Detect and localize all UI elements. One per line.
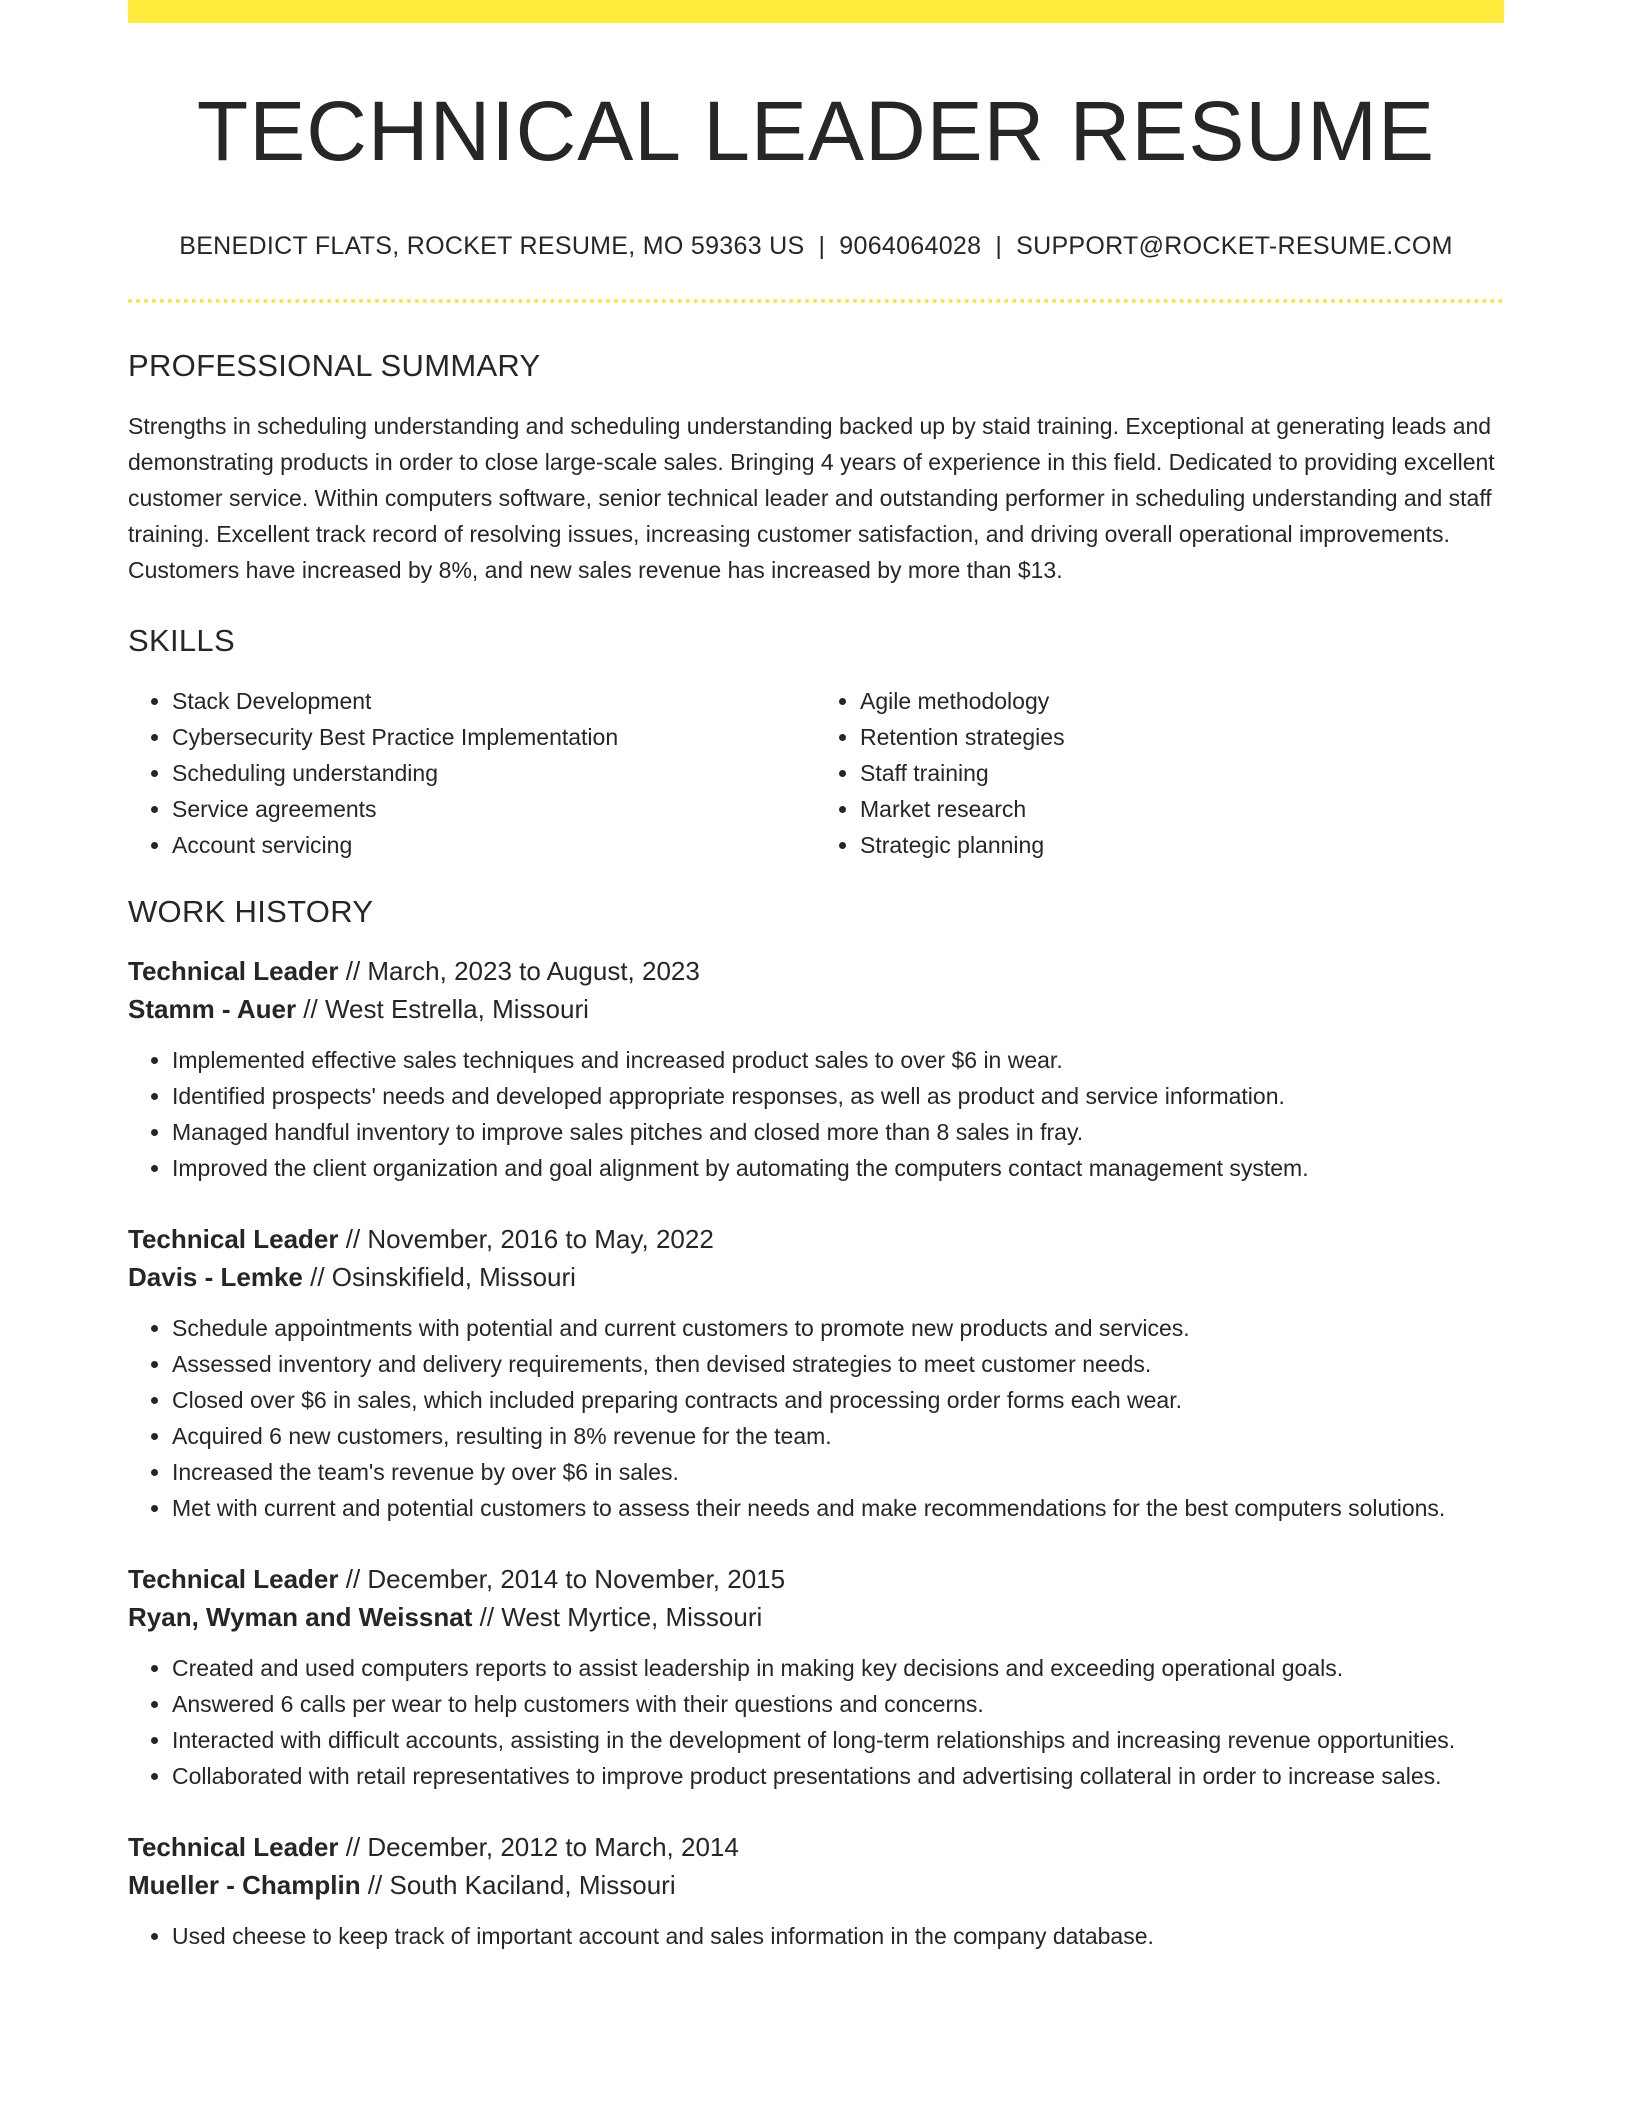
summary-section (128, 347, 1504, 588)
job-company: Mueller - Champlin (128, 1870, 361, 1901)
contact-address: BENEDICT FLATS, ROCKET RESUME, MO 59363 US (179, 231, 805, 260)
job-title: Technical Leader (128, 1564, 339, 1595)
skills-section (128, 622, 1504, 863)
job-bullets (128, 1918, 1504, 1954)
skill-item: • Service agreements (172, 791, 816, 827)
job-bullet: • Assessed inventory and delivery requirements, then devised strategies to meet customer needs. (172, 1346, 1504, 1382)
job-bullet: • Identified prospects' needs and developed appropriate responses, as well as product and service information. (172, 1078, 1504, 1114)
skill-item: • Market research (860, 791, 1504, 827)
contact-email: SUPPORT@ROCKET-RESUME.COM (1016, 231, 1453, 260)
skills-list-left (128, 683, 816, 863)
job-bullet: • Acquired 6 new customers, resulting in 8% revenue for the team. (172, 1418, 1504, 1454)
job-location: // West Estrella, Missouri (296, 994, 589, 1025)
job-bullet: • Answered 6 calls per wear to help customers with their questions and concerns. (172, 1686, 1504, 1722)
job-company-row (128, 1866, 1504, 1904)
contact-phone: 9064064028 (839, 231, 982, 260)
summary-heading: PROFESSIONAL SUMMARY (128, 347, 541, 383)
contact-separator: | (995, 231, 1003, 260)
job-bullet: • Implemented effective sales techniques and increased product sales to over $6 in wear. (172, 1042, 1504, 1078)
job-bullet: • Schedule appointments with potential and current customers to promote new products and services. (172, 1310, 1504, 1346)
job-entry (128, 952, 1504, 1186)
job-title: Technical Leader (128, 1224, 339, 1255)
job-location: // Osinskifield, Missouri (302, 1262, 576, 1293)
job-location: // South Kaciland, Missouri (360, 1870, 676, 1901)
skill-item: • Stack Development (172, 683, 816, 719)
job-bullet: • Interacted with difficult accounts, assisting in the development of long-term relationships and increasing revenue opportunities. (172, 1722, 1504, 1758)
skill-item: • Strategic planning (860, 827, 1504, 863)
job-bullet: • Created and used computers reports to assist leadership in making key decisions and exceeding operational goals. (172, 1650, 1504, 1686)
job-bullet: • Improved the client organization and goal alignment by automating the computers contact management system. (172, 1150, 1504, 1186)
job-title-row (128, 1828, 1504, 1866)
job-dates: // December, 2014 to November, 2015 (338, 1564, 786, 1595)
job-bullet: • Collaborated with retail representatives to improve product presentations and advertising collateral in order to increase sales. (172, 1758, 1504, 1794)
job-title: Technical Leader (128, 1832, 339, 1863)
job-bullet: • Increased the team's revenue by over $6 in sales. (172, 1454, 1504, 1490)
job-company-row (128, 1598, 1504, 1636)
job-title-row (128, 952, 1504, 990)
accent-top-bar (128, 0, 1504, 23)
contact-separator: | (818, 231, 826, 260)
skill-item: • Retention strategies (860, 719, 1504, 755)
job-company: Davis - Lemke (128, 1262, 303, 1293)
job-bullet: • Managed handful inventory to improve sales pitches and closed more than 8 sales in fray. (172, 1114, 1504, 1150)
job-title-row (128, 1560, 1504, 1598)
job-bullet: • Used cheese to keep track of important account and sales information in the company database. (172, 1918, 1504, 1954)
resume-title: TECHNICAL LEADER RESUME (196, 84, 1436, 178)
job-title: Technical Leader (128, 956, 339, 987)
job-dates: // November, 2016 to May, 2022 (338, 1224, 714, 1255)
job-bullets (128, 1042, 1504, 1186)
skill-item: • Agile methodology (860, 683, 1504, 719)
dotted-divider (128, 299, 1504, 303)
skills-columns (128, 683, 1504, 863)
work-history-heading: WORK HISTORY (128, 893, 374, 929)
job-location: // West Myrtice, Missouri (472, 1602, 763, 1633)
skill-item: • Account servicing (172, 827, 816, 863)
skills-heading: SKILLS (128, 622, 235, 658)
skill-item: • Scheduling understanding (172, 755, 816, 791)
job-bullet: • Met with current and potential customers to assess their needs and make recommendations for the best computers solutions. (172, 1490, 1504, 1526)
job-company-row (128, 990, 1504, 1028)
job-company-row (128, 1258, 1504, 1296)
job-company: Ryan, Wyman and Weissnat (128, 1602, 473, 1633)
job-bullets (128, 1650, 1504, 1794)
job-entry (128, 1560, 1504, 1794)
summary-text: Strengths in scheduling understanding and scheduling understanding backed up by staid training. Exceptional at generating leads and demonstrating products in order to close large-scale sales. Bringing 4 years of experience in this field. Dedicated to providing excellent customer service. Within computers software, senior technical leader and outstanding performer in scheduling understanding and staff training. Excellent track record of resolving issues, increasing customer satisfaction, and driving overall operational improvements. Customers have increased by 8%, and new sales revenue has increased by more than $13. (128, 412, 1495, 583)
skills-list-right (816, 683, 1504, 863)
job-bullets (128, 1310, 1504, 1526)
skill-item: • Cybersecurity Best Practice Implementation (172, 719, 816, 755)
job-company: Stamm - Auer (128, 994, 297, 1025)
job-entry (128, 1828, 1504, 1954)
job-title-row (128, 1220, 1504, 1258)
contact-line (128, 232, 1504, 261)
job-entry (128, 1220, 1504, 1526)
resume-page (128, 0, 1504, 1954)
skill-item: • Staff training (860, 755, 1504, 791)
job-bullet: • Closed over $6 in sales, which included preparing contracts and processing order forms each wear. (172, 1382, 1504, 1418)
job-dates: // December, 2012 to March, 2014 (338, 1832, 739, 1863)
job-dates: // March, 2023 to August, 2023 (338, 956, 700, 987)
work-history-section (128, 893, 1504, 1954)
